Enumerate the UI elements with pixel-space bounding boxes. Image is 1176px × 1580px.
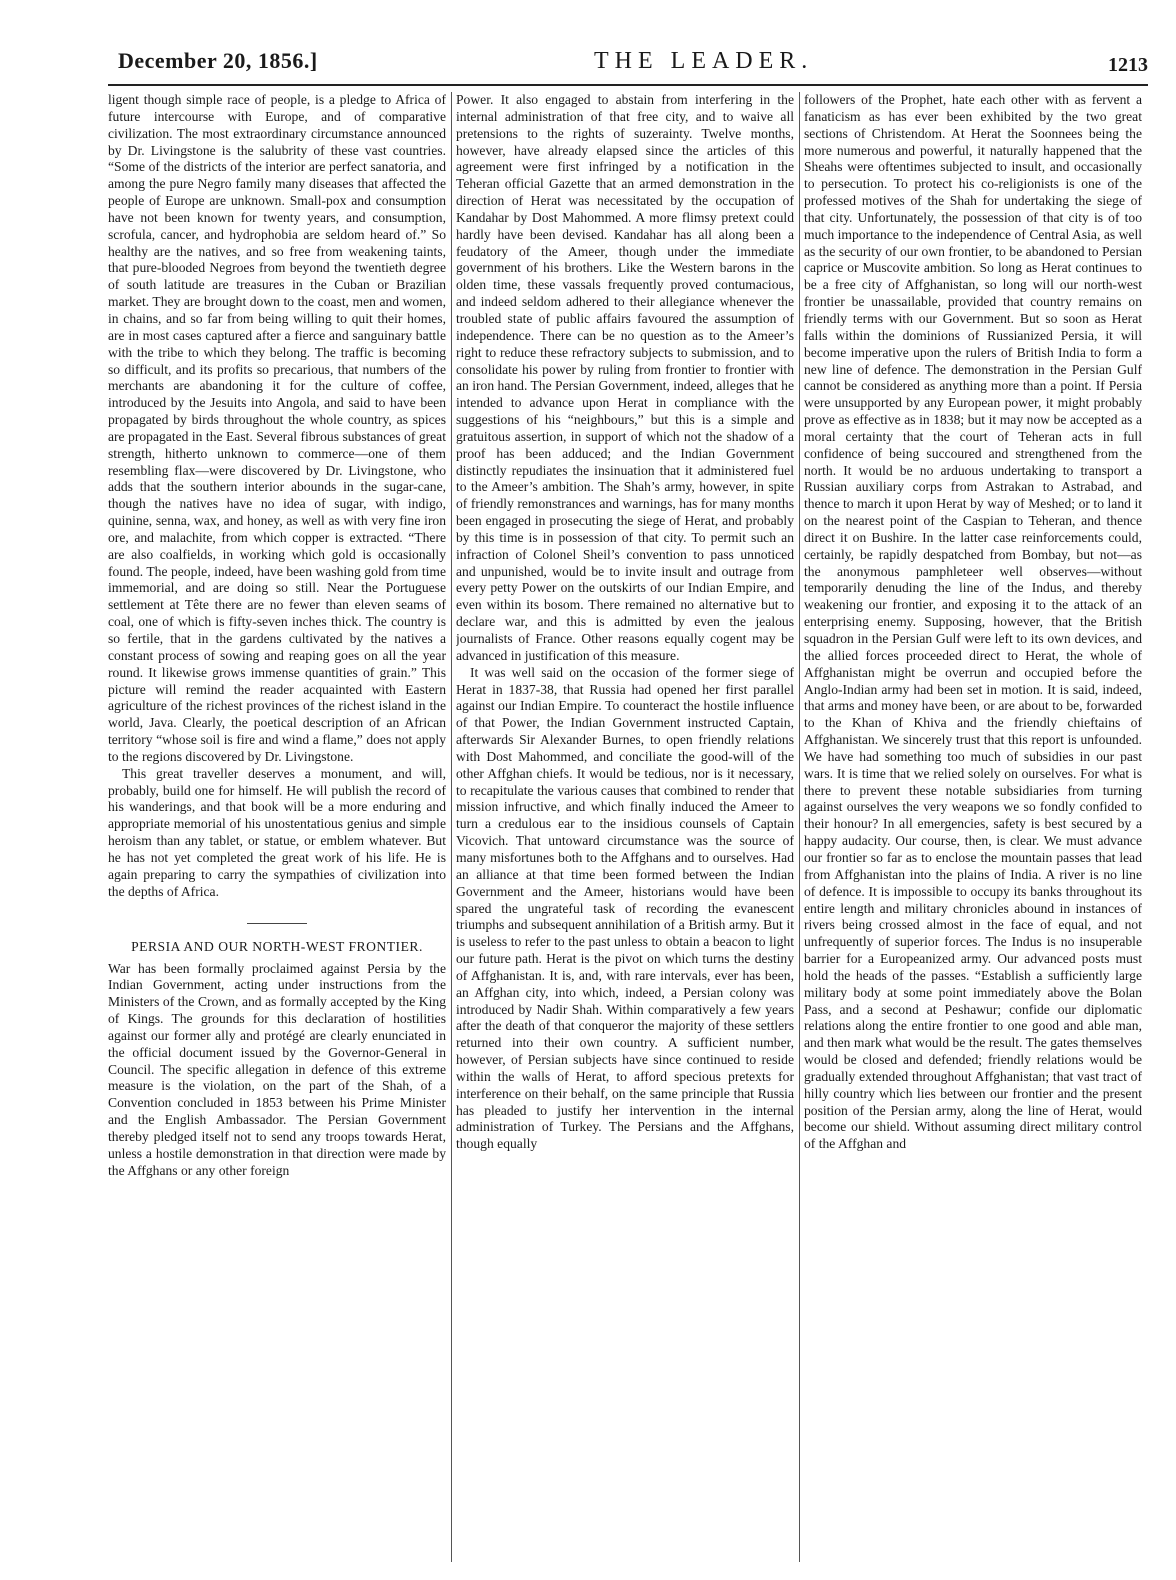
paragraph: It was well said on the occasion of the former siege of Herat in 1837-38, that Russia had opened her first parallel against our Indian Empire. To counteract the hostile influence of that Power, the Indian Government instructed Captain, afterwards Sir Alexander Burnes, to open friendly relations with Dost Mahommed, and conciliate the good-will of the other Affghan chiefs. It would be tedious, nor is it necessary, to recapitulate the various causes that combined to render that mission infructive, and which finally induced the Ameer to turn a credulous ear to the insidious counsels of Captain Vicovich. That untoward circumstance was the source of many misfortunes both to the Affghans and to ourselves. Had an alliance at that time been formed between the Indian Government and the Ameer, historians would have been spared the ungrateful task of recording the evanescent triumphs and subsequent annihilation of a British army. But it is useless to refer to the past unless to obtain a beacon to light our future path. Herat is the pivot on which turns the destiny of Affghanistan. It is, and, with rare intervals, ever has been, an Affghan city, into which, indeed, a Persian colony was introduced by Nadir Shah. Within comparatively a few years after the death of that conqueror the majority of these settlers returned into their own country. A sufficient number, however, of Persian subjects have since continued to reside within the walls of Herat, to afford specious pretexts for interference on their behalf, on the same principle that Russia has pleaded to justify her intervention in the internal administration of Turkey. The Persians and the Affghans, though equally: [456, 664, 794, 1152]
heading-rule: [247, 923, 307, 924]
column-divider: [799, 92, 800, 1562]
paragraph: ligent though simple race of people, is a pledge to Africa of future intercourse with Europe, and of comparative civilization. The most extraordinary circumstance announced by Dr. Livingstone is the salubrity of these vast countries. “Some of the districts of the interior are perfect sanatoria, and among the pure Negro family many diseases that affected the people of Europe are unknown. Small-pox and consumption have not been known for twenty years, and consumption, scrofula, cancer, and hydrophobia are seldom heard of.” So healthy are the natives, and so free from weakening taints, that pure-blooded Negroes from beyond the twentieth degree of south latitude are treasures in the Cuban or Brazilian market. They are brought down to the coast, men and women, in chains, and so far from being willing to quit their homes, are in most cases captured after a fierce and sanguinary battle with the tribe to which they belong. The traffic is becoming so difficult, and its profits so precarious, that numbers of the merchants are abandoning it for the culture of coffee, introduced by the Jesuits into Angola, and said to have been propagated by birds throughout the whole country, as spices are propagated in the East. Several fibrous substances of great strength, hitherto unknown to commerce—one of them resembling flax—were discovered by Dr. Livingstone, who adds that the southern interior abounds in the sugar-cane, though the natives have no idea of sugar, with indigo, quinine, senna, wax, and honey, as well as with very fine iron ore, and malachite, from which copper is extracted. “There are also coalfields, in working which gold is occasionally found. The people, indeed, have been washing gold from time immemorial, and are doing so still. Near the Portuguese settlement at Tête there are no fewer than eleven seams of coal, one of which is fifty-seven inches thick. The country is so fertile, that in the gardens cultivated by the natives a constant process of sowing and reaping goes on all the year round. It likewise grows immense quantities of grain.” This picture will remind the reader acquainted with Eastern agriculture of the richest provinces of the richest island in the world, Java. Clearly, the poetical description of an African territory “whose soil is fire and wind a flame,” does not apply to the regions discovered by Dr. Livingstone.: [108, 92, 446, 764]
page-header: [108, 44, 1148, 84]
paragraph: This great traveller deserves a monument, and will, probably, build one for himself. He will publish the record of his wanderings, and that book will be a more enduring and appropriate memorial of his unostentatious genius and simple heroism than any tablet, or statue, or emblem whatever. But he has not yet completed the great work of his life. He is again preparing to carry the sympathies of civilization into the depths of Africa.: [108, 765, 446, 899]
masthead-title: THE LEADER.: [594, 48, 814, 74]
paragraph: followers of the Prophet, hate each other with as fervent a fanaticism as has ever been exhibited by the two great sections of Christendom. At Herat the Soonnees being the more numerous and powerful, it naturally happened that the Sheahs were oftentimes subjected to insult, and occasionally to persecution. To protect his co-religionists is one of the professed motives of the Shah for undertaking the siege of that city. Unfortunately, the possession of that city is of too much importance to the independence of Central Asia, as well as the security of our own frontier, to be abandoned to Persian caprice or Muscovite ambition. So long as Herat continues to be a free city of Affghanistan, so long will our north-west frontier be unassailable, provided that country remains on friendly terms with our Government. But so soon as Herat falls within the dominions of Russianized Persia, it will become imperative upon the rulers of British India to form a new line of defence. The demonstration in the Persian Gulf cannot be considered as anything more than a point. If Persia were unsupported by any European power, it might probably prove as effective as in 1838; but it may now be accepted as a moral certainty that the court of Teheran acts in full confidence of being succoured and strengthened from the north. It would be no arduous undertaking to transport a Russian auxiliary corps from Astrakan to Astrabad, and thence to march it upon Herat by way of Meshed; or to land it on the nearest point of the Caspian to Teheran, and thence direct it on Bushire. In the latter case reinforcements could, certainly, be rapidly despatched from Bombay, but not—as the anonymous pamphleteer well observes—without temporarily denuding the line of the Indus, and thereby weakening our frontier, and exposing it to the attack of an enterprising enemy. Supposing, however, that the British squadron in the Persian Gulf were left to its own devices, and the allied forces proceeded direct to Herat, the whole of Affghanistan might be overrun and occupied before the Anglo-Indian army had been set in motion. It is said, indeed, that arms and money have been, or are about to be, forwarded to the Khan of Khiva and the friendly chieftains of Affghanistan. We sincerely trust that this report is unfounded. We have had something too much of subsidies in our past wars. It is time that we relied solely on ourselves. For what is there to prevent these notable subsidiaries from turning against ourselves the very weapons we so fondly confided to their honour? In all emergencies, safety is best secured by a happy audacity. Our course, then, is clear. We must advance our frontier so far as to enclose the mountain passes that lead from Affghanistan into the plains of India. A river is no line of defence. It is impossible to occupy its banks throughout its entire length and military chronicles abound in instances of rivers being crossed almost in the face of equal, and not unfrequently of superior forces. The Indus is no insuperable barrier for a Europeanized army. Our advanced posts must hold the heads of the passes. “Establish a sufficiently large military body at some point immediately above the Bolan Pass, and a second at Peshawur; confide our diplomatic relations along the entire frontier to one good and able man, and then mark what would be the result. The gates themselves would be closed and defended; friendly relations would be gradually extended throughout Affghanistan; that vast tract of hilly country which lies between our frontier and the present position of the Persian army, along the line of Herat, would become our shield. Without assuming direct military control of the Affghan and: [804, 92, 1142, 1152]
paragraph: Power. It also engaged to abstain from interfering in the internal administration of that free city, and to waive all pretensions to the rights of suzerainty. Twelve months, however, have already elapsed since the articles of this agreement were first infringed by a notification in the Teheran official Gazette that an armed demonstration in the direction of Herat was necessitated by the occupation of Kandahar by Dost Mahommed. A more flimsy pretext could hardly have been devised. Kandahar has all along been a feudatory of the Ameer, though under the immediate government of his brothers. Like the Western barons in the olden time, these vassals frequently proved contumacious, and indeed seldom adhered to their allegiance whenever the troubled state of public affairs favoured the assumption of independence. There can be no question as to the Ameer’s right to reduce these refractory subjects to submission, and to consolidate his power by ruling from frontier to frontier with an iron hand. The Persian Government, indeed, alleges that he intended to advance upon Herat in compliance with the suggestions of his “neighbours,” but this is a simple and gratuitous assertion, in support of which not the shadow of a proof has been adduced; and the Indian Government distinctly repudiates the insinuation that it administered fuel to the Ameer’s ambition. The Shah’s army, however, in spite of friendly remonstrances and warnings, has for many months been engaged in prosecuting the siege of Herat, and probably by this time is in possession of that city. To permit such an infraction of Colonel Sheil’s convention to pass unnoticed and unpunished, would be to invite insult and outrage from every petty Power on the outskirts of our Indian Empire, and even within its bosom. There remained no alternative but to declare war, and this is admitted by even the jealous journalists of France. Other reasons equally cogent may be advanced in justification of this measure.: [456, 92, 794, 663]
article-heading-wrap: [108, 923, 446, 955]
column-1: [108, 92, 446, 1562]
column-divider: [451, 92, 452, 1562]
header-rule: [108, 84, 1148, 86]
page-number: 1213: [1108, 54, 1148, 76]
column-3: [804, 92, 1142, 1562]
article-heading: PERSIA AND OUR NORTH-WEST FRONTIER.: [131, 938, 423, 954]
paragraph: War has been formally proclaimed against Persia by the Indian Government, acting under instructions from the Ministers of the Crown, and as formally accepted by the King of Kings. The grounds for this declaration of hostilities against our former ally and protégé are clearly enunciated in the official document issued by the Governor-General in Council. The specific allegation in defence of this extreme measure is the violation, on the part of the Shah, of a Convention concluded in 1853 between his Prime Minister and the English Ambassador. The Persian Government thereby pledged itself not to send any troops towards Herat, unless a hostile demonstration in that direction were made by the Affghans or any other foreign: [108, 960, 446, 1178]
column-2: [456, 92, 794, 1562]
issue-date: December 20, 1856.]: [118, 48, 318, 73]
